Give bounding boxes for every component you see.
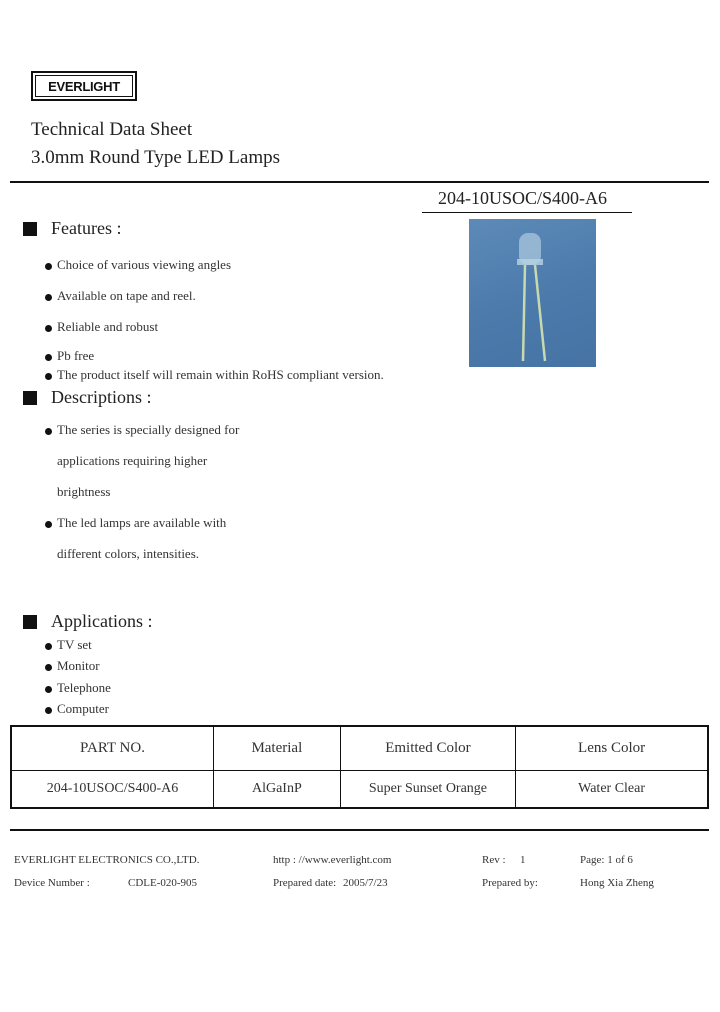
everlight-logo <box>31 71 137 101</box>
footer-divider <box>10 829 709 831</box>
footer-prepared-by-label: Prepared by: <box>482 877 538 889</box>
descriptions-square-icon <box>23 391 37 405</box>
bullet-icon <box>45 263 52 270</box>
description-line: The led lamps are available with <box>57 515 227 530</box>
application-item: Monitor <box>57 658 100 673</box>
table-header-cell: PART NO. <box>11 726 214 771</box>
description-line: brightness <box>57 484 111 499</box>
part-number: 204-10USOC/S400-A6 <box>438 188 608 208</box>
footer-prepared-label: Prepared date: <box>273 877 337 889</box>
footer-prepared-by-value: Hong Xia Zheng <box>580 877 654 889</box>
footer-device-value: CDLE-020-905 <box>128 877 198 889</box>
bullet-icon <box>45 294 52 301</box>
part-number-underline <box>422 212 632 213</box>
part-spec-table <box>10 725 709 809</box>
features-square-icon <box>23 222 37 236</box>
bullet-icon <box>45 521 52 528</box>
footer-device-label: Device Number : <box>14 877 90 889</box>
footer-company: EVERLIGHT ELECTRONICS CO.,LTD. <box>14 854 200 866</box>
feature-item: Available on tape and reel. <box>57 288 196 303</box>
description-line: different colors, intensities. <box>57 546 200 561</box>
bullet-icon <box>45 686 52 693</box>
table-header-row <box>11 726 708 771</box>
table-header-cell: Emitted Color <box>340 726 515 771</box>
feature-item: Reliable and robust <box>57 319 159 334</box>
logo-text: EVERLIGHT <box>48 78 120 94</box>
footer-rev-label: Rev : <box>482 854 506 866</box>
description-line: The series is specially designed for <box>57 422 240 437</box>
applications-heading: Applications : <box>51 611 153 631</box>
feature-item: Choice of various viewing angles <box>57 257 232 272</box>
application-item: Computer <box>57 701 109 716</box>
applications-square-icon <box>23 615 37 629</box>
bullet-icon <box>45 643 52 650</box>
table-cell: Super Sunset Orange <box>340 771 515 809</box>
feature-item: The product itself will remain within RoHS compliant version. <box>57 367 384 382</box>
table-cell: AlGaInP <box>214 771 341 809</box>
bullet-icon <box>45 707 52 714</box>
footer-prepared-value: 2005/7/23 <box>343 877 388 889</box>
feature-item: Pb free <box>57 348 95 363</box>
led-lamp-icon <box>469 219 596 367</box>
bullet-icon <box>45 428 52 435</box>
description-line: applications requiring higher <box>57 453 208 468</box>
table-header-cell: Material <box>214 726 341 771</box>
bullet-icon <box>45 664 52 671</box>
footer-rev-value: 1 <box>520 854 526 866</box>
document-subtitle: 3.0mm Round Type LED Lamps <box>31 147 280 168</box>
table-cell: Water Clear <box>516 771 708 809</box>
application-item: TV set <box>57 637 92 652</box>
document-title: Technical Data Sheet <box>31 119 193 140</box>
table-header-cell: Lens Color <box>516 726 708 771</box>
header-divider <box>10 181 709 183</box>
bullet-icon <box>45 325 52 332</box>
footer-url: http : //www.everlight.com <box>273 854 392 866</box>
application-item: Telephone <box>57 680 111 695</box>
table-cell: 204-10USOC/S400-A6 <box>11 771 214 809</box>
descriptions-heading: Descriptions : <box>51 387 152 407</box>
led-product-photo <box>469 219 596 367</box>
footer-page: Page: 1 of 6 <box>580 854 633 866</box>
table-row <box>11 771 708 809</box>
bullet-icon <box>45 354 52 361</box>
features-heading: Features : <box>51 218 122 238</box>
bullet-icon <box>45 373 52 380</box>
